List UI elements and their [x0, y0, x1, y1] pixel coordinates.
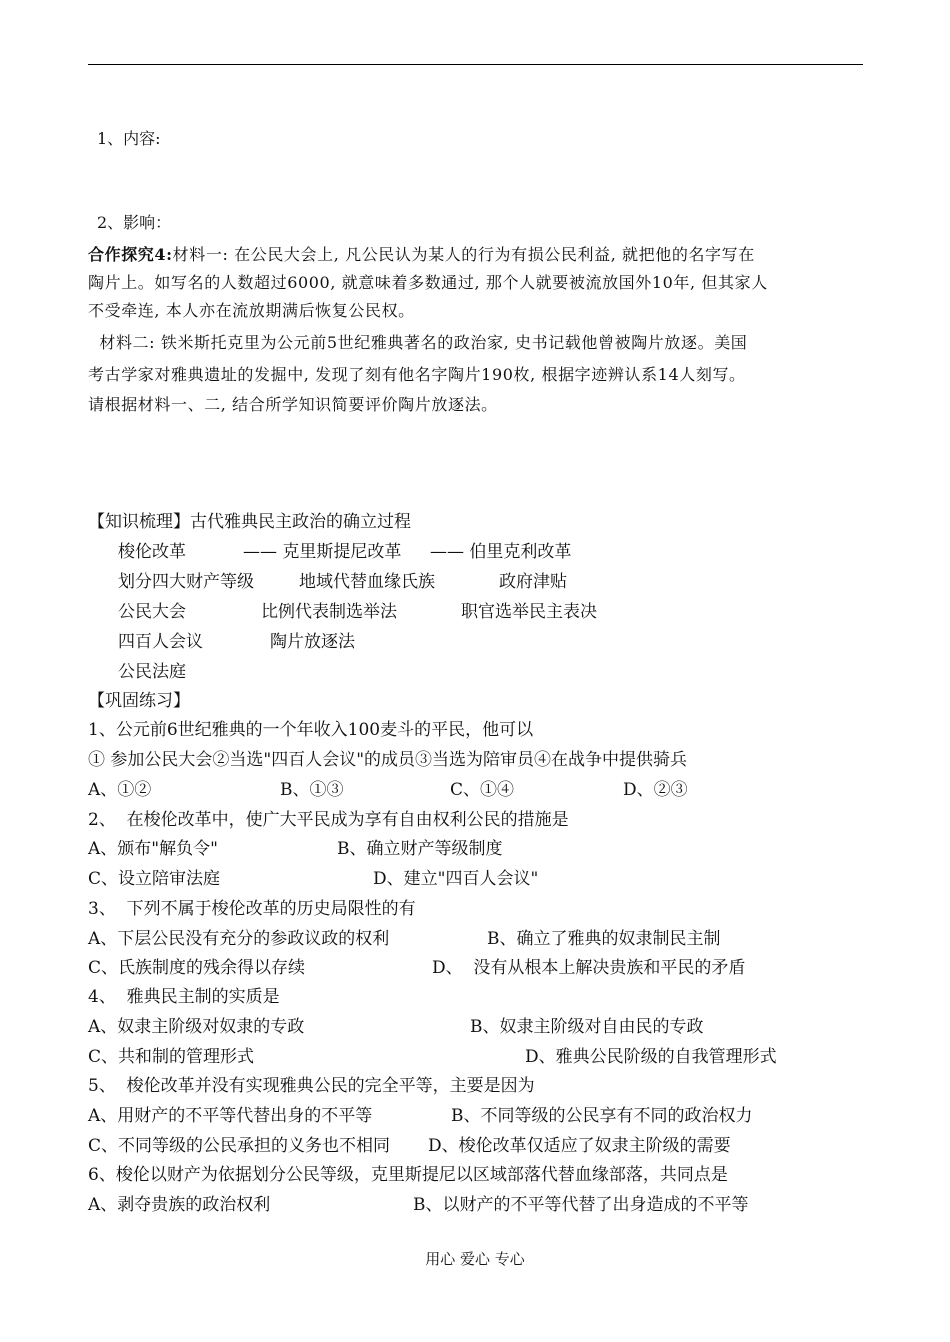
- summary-row5-col1: 公民法庭: [118, 662, 186, 682]
- content-label: 1、内容:: [97, 129, 161, 148]
- explore-heading: 合作探究4:: [88, 245, 173, 264]
- question-6-option-a: A、剥夺贵族的政治权利: [88, 1195, 271, 1215]
- question-3-option-a: A、下层公民没有充分的参政议政的权利: [88, 929, 390, 949]
- explore-material-2-line-2: 考古学家对雅典遗址的发掘中, 发现了刻有他名字陶片190枚, 根据字迹辨认系14人刻写。: [88, 365, 746, 384]
- question-5-option-d: D、梭伦改革仅适应了奴隶主阶级的需要: [428, 1136, 731, 1156]
- summary-row2-col3: 政府津贴: [499, 572, 567, 592]
- question-1-option-a: A、①②: [88, 780, 152, 800]
- explore-material-2-line-1: 材料二: 铁米斯托克里为公元前5世纪雅典著名的政治家, 史书记载他曾被陶片放逐。美国: [88, 333, 748, 352]
- summary-row1-col1: 梭伦改革: [118, 542, 186, 562]
- question-1-option-c: C、①④: [450, 780, 515, 800]
- summary-row2-col2: 地域代替血缘氏族: [299, 572, 435, 592]
- explore-question: 请根据材料一、二, 结合所学知识简要评价陶片放逐法。: [88, 395, 498, 414]
- question-2: 2、 在梭伦改革中，使广大平民成为享有自由权利公民的措施是: [88, 810, 569, 830]
- question-4-option-a: A、奴隶主阶级对奴隶的专政: [88, 1017, 305, 1037]
- question-2-option-b: B、确立财产等级制度: [337, 839, 503, 859]
- impact-label: 2、影响：: [97, 213, 172, 232]
- summary-row3-col2: 比例代表制选举法: [261, 602, 397, 622]
- question-1-items: ① 参加公民大会②当选"四百人会议"的成员③当选为陪审员④在战争中提供骑兵: [88, 750, 688, 770]
- summary-row1-col2: —— 克里斯提尼改革: [243, 542, 402, 562]
- question-4-option-b: B、奴隶主阶级对自由民的专政: [470, 1017, 704, 1037]
- explore-material-1-line-1: 合作探究4:材料一: 在公民大会上, 凡公民认为某人的行为有损公民利益, 就把他的名字写在: [88, 245, 755, 264]
- question-1-option-d: D、②③: [623, 780, 688, 800]
- summary-row3-col1: 公民大会: [118, 602, 186, 622]
- question-5-option-c: C、不同等级的公民承担的义务也不相同: [88, 1136, 391, 1156]
- question-2-option-a: A、颁布"解负令": [88, 839, 218, 859]
- question-6: 6、梭伦以财产为依据划分公民等级，克里斯提尼以区域部落代替血缘部落，共同点是: [88, 1165, 728, 1185]
- question-3-option-b: B、确立了雅典的奴隶制民主制: [487, 929, 721, 949]
- question-3-option-c: C、氏族制度的残余得以存续: [88, 958, 306, 978]
- question-5-option-a: A、用财产的不平等代替出身的不平等: [88, 1106, 373, 1126]
- question-3-option-d: D、 没有从根本上解决贵族和平民的矛盾: [432, 958, 746, 978]
- question-4: 4、 雅典民主制的实质是: [88, 987, 280, 1007]
- question-1: 1、公元前6世纪雅典的一个年收入100麦斗的平民，他可以: [88, 720, 534, 740]
- explore-material-1-line-3: 不受牵连, 本人亦在流放期满后恢复公民权。: [88, 301, 415, 320]
- question-5: 5、 梭伦改革并没有实现雅典公民的完全平等，主要是因为: [88, 1076, 535, 1096]
- question-5-option-b: B、不同等级的公民享有不同的政治权力: [451, 1106, 753, 1126]
- summary-row4-col1: 四百人会议: [118, 632, 203, 652]
- page-footer: 用心 爱心 专心: [425, 1250, 525, 1268]
- question-1-option-b: B、①③: [280, 780, 344, 800]
- summary-row1-col3: —— 伯里克利改革: [430, 542, 572, 562]
- question-3: 3、 下列不属于梭伦改革的历史局限性的有: [88, 899, 416, 919]
- question-6-option-b: B、以财产的不平等代替了出身造成的不平等: [413, 1195, 749, 1215]
- explore-material-1-line-2: 陶片上。如写名的人数超过6000, 就意味着多数通过, 那个人就要被流放国外10年, 但其家人: [88, 273, 768, 292]
- question-2-option-c: C、设立陪审法庭: [88, 869, 221, 889]
- question-4-option-d: D、雅典公民阶级的自我管理形式: [525, 1047, 777, 1067]
- question-2-option-d: D、建立"四百人会议": [373, 869, 539, 889]
- header-rule: [88, 64, 863, 65]
- summary-heading: 【知识梳理】古代雅典民主政治的确立过程: [88, 512, 411, 532]
- question-4-option-c: C、共和制的管理形式: [88, 1047, 255, 1067]
- summary-row4-col2: 陶片放逐法: [270, 632, 355, 652]
- practice-heading: 【巩固练习】: [88, 691, 190, 711]
- summary-row3-col3: 职官选举民主表决: [461, 602, 597, 622]
- summary-row2-col1: 划分四大财产等级: [118, 572, 254, 592]
